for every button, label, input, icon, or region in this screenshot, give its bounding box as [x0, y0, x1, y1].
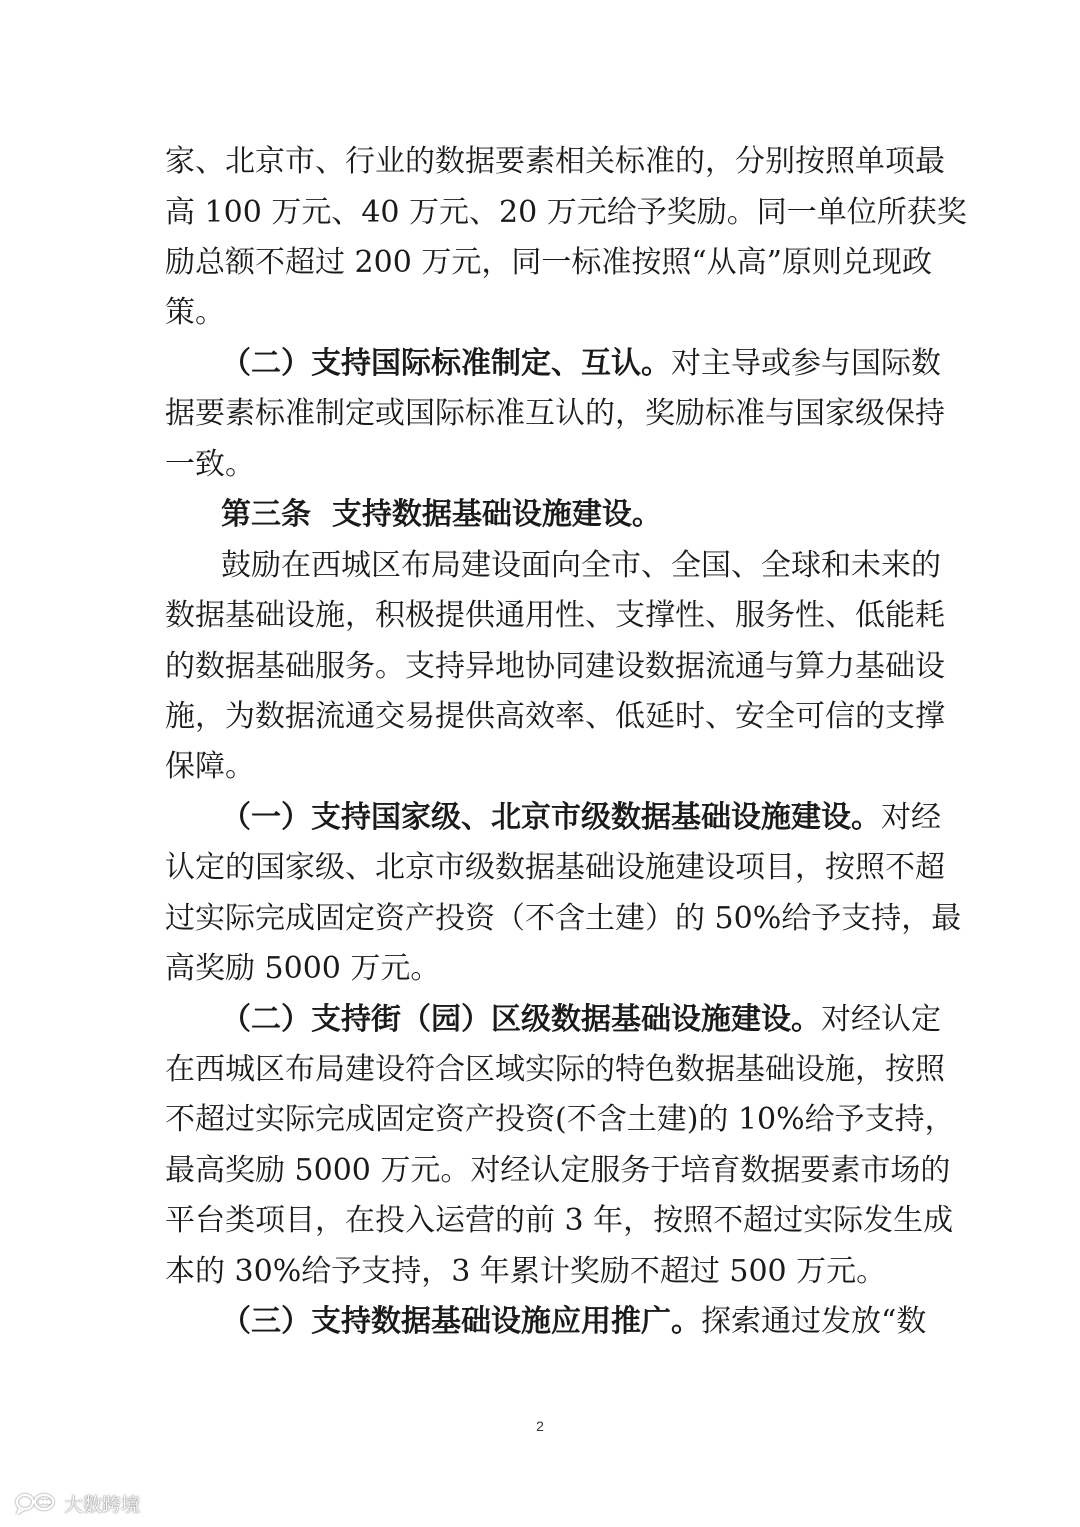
text-line: 高奖励 5000 万元。 [165, 951, 441, 986]
section-text: 对经 [881, 800, 941, 835]
text-line: 过实际完成固定资产投资（不含土建）的 50%给予支持，最 [165, 901, 962, 936]
section-heading-line [221, 1304, 927, 1341]
article-heading: 第三条 支持数据基础设施建设。 [221, 497, 662, 532]
text-line: 励总额不超过 200 万元，同一标准按照“从高”原则兑现政 [165, 245, 933, 280]
watermark-text: 大数跨境 [64, 1493, 141, 1516]
text-line: 高 100 万元、40 万元、20 万元给予奖励。同一单位所获奖 [165, 195, 967, 230]
section-text: 探索通过发放“数 [701, 1304, 927, 1339]
text-line: 施，为数据流通交易提供高效率、低延时、安全可信的支撑 [165, 699, 945, 734]
text-line: 的数据基础服务。支持异地协同建设数据流通与算力基础设 [165, 649, 945, 684]
text-line: 不超过实际完成固定资产投资(不含土建)的 10%给予支持， [165, 1102, 955, 1137]
section-heading-line [221, 346, 941, 383]
section-heading: （一）支持国家级、北京市级数据基础设施建设。 [221, 800, 881, 835]
section-text: 对主导或参与国际数 [671, 346, 941, 381]
text-line: 保障。 [165, 749, 255, 784]
text-line: 一致。 [165, 447, 255, 482]
section-heading: （三）支持数据基础设施应用推广。 [221, 1304, 701, 1339]
text-line: 认定的国家级、北京市级数据基础设施建设项目，按照不超 [165, 850, 945, 885]
text-line: 策。 [165, 295, 225, 330]
text-line: 最高奖励 5000 万元。对经认定服务于培育数据要素市场的 [165, 1153, 951, 1188]
text-line: 鼓励在西城区布局建设面向全市、全国、全球和未来的 [221, 548, 941, 583]
text-line: 在西城区布局建设符合区域实际的特色数据基础设施，按照 [165, 1052, 945, 1087]
section-heading: （二）支持街（园）区级数据基础设施建设。 [221, 1002, 821, 1037]
text-line: 家、北京市、行业的数据要素相关标准的，分别按照单项最 [165, 144, 945, 179]
section-heading-line [221, 800, 941, 837]
text-line: 平台类项目，在投入运营的前 3 年，按照不超过实际发生成 [165, 1203, 954, 1238]
watermark [14, 1490, 140, 1516]
text-line: 数据基础设施，积极提供通用性、支撑性、服务性、低能耗 [165, 598, 945, 633]
text-line: 本的 30%给予支持，3 年累计奖励不超过 500 万元。 [165, 1254, 887, 1289]
section-text: 对经认定 [821, 1002, 941, 1037]
chat-bubbles-logo-icon [14, 1491, 60, 1515]
section-heading: （二）支持国际标准制定、互认。 [221, 346, 671, 381]
section-heading-line [221, 1002, 941, 1039]
page-number: 2 [536, 1418, 544, 1434]
text-line: 据要素标准制定或国际标准互认的，奖励标准与国家级保持 [165, 396, 945, 431]
